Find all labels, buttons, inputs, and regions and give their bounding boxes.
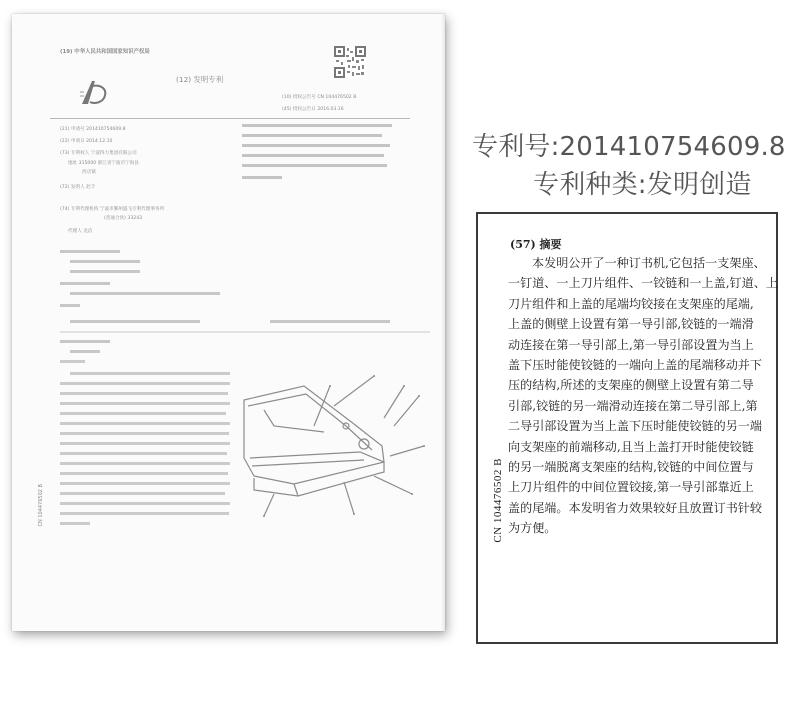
qr-code-icon [334, 46, 366, 78]
abstract-box [476, 212, 778, 644]
patent-number-heading: 专利号:201410754609.8 [472, 132, 786, 162]
abstract-line: 向支架座的前端移动,且当上盖打开时能使铰链 [508, 439, 754, 454]
page-edge [441, 14, 445, 631]
abstract-line: 盖的尾端。本发明省力效果较好且放置订书针较 [508, 500, 762, 515]
abstract-line: 一钉道、一上刀片组件、一铰链和一上盖,钉道、上 [508, 276, 778, 291]
scan-doc-id: CN 104476502 B [38, 484, 44, 527]
stapler-drawing [234, 366, 439, 526]
patent-scan-page [12, 14, 445, 631]
patent-type-heading: 专利种类:发明创造 [533, 170, 752, 200]
field-application-no: (21) 申请号 201410754609.8 [60, 127, 126, 132]
cnipa-emblem-icon [78, 78, 114, 108]
abstract-line: 盖下压时能使铰链的一端向上盖的尾端移动并下 [508, 357, 762, 372]
abstract-line: 引部,铰链的另一端滑动连接在第二导引部上,第 [508, 398, 758, 413]
abstract-line: 上刀片组件的中间位置铰接,第一导引部靠近上 [508, 480, 754, 495]
abstract-line: 压的结构,所述的支架座的侧壁上设置有第二导 [508, 378, 754, 393]
abstract-line: 上盖的侧壁上设置有第一导引部,铰链的一端滑 [508, 317, 754, 332]
field-patentee: (73) 专利权人 宁波得力集团有限公司 [60, 151, 137, 156]
abstract-line: 刀片组件和上盖的尾端均铰接在支架座的尾端, [508, 296, 754, 311]
field-agent-person: 代理人 龙洁 [68, 229, 93, 234]
office-header: (19) 中华人民共和国国家知识产权局 [60, 49, 150, 55]
abstract-text [508, 253, 778, 538]
header-rule [50, 118, 410, 119]
abstract-line: 的另一端脱离支架座的结构,铰链的中间位置与 [508, 459, 754, 474]
field-address: 地址 315000 浙江省宁波市宁海县 [68, 161, 139, 166]
abstract-line: 二导引部设置为当上盖下压时能使铰链的另一端 [508, 419, 762, 434]
field-inventor: (72) 发明人 赵丰 [60, 185, 96, 190]
abstract-line: 本发明公开了一种订书机,它包括一支架座、 [532, 256, 766, 270]
field-agent-2: (普通合伙) 33243 [104, 216, 143, 221]
doc-kind: (12) 发明专利 [176, 75, 224, 84]
abstract-title: (57) 摘要 [510, 238, 562, 251]
field-application-date: (22) 申请日 2014.12.10 [60, 139, 113, 144]
examiner-blur-lines [60, 250, 440, 360]
field-address-2: 西店镇 [82, 170, 96, 175]
citation-blur-lines [242, 124, 412, 184]
field-agent: (74) 专利代理机构 宁波市鄞州盛飞专利代理事务所 [60, 207, 165, 212]
abstract-doc-id: CN 104476502 B [492, 458, 504, 543]
scan-abstract-blur [60, 360, 235, 550]
abstract-line: 为方便。 [508, 521, 557, 536]
pub-number: (10) 授权公告号 CN 104476502 B [282, 95, 357, 100]
abstract-line: 动连接在第一导引部上,第一导引部设置为当上 [508, 337, 754, 352]
pub-date: (45) 授权公告日 2016.03.16 [282, 107, 344, 112]
